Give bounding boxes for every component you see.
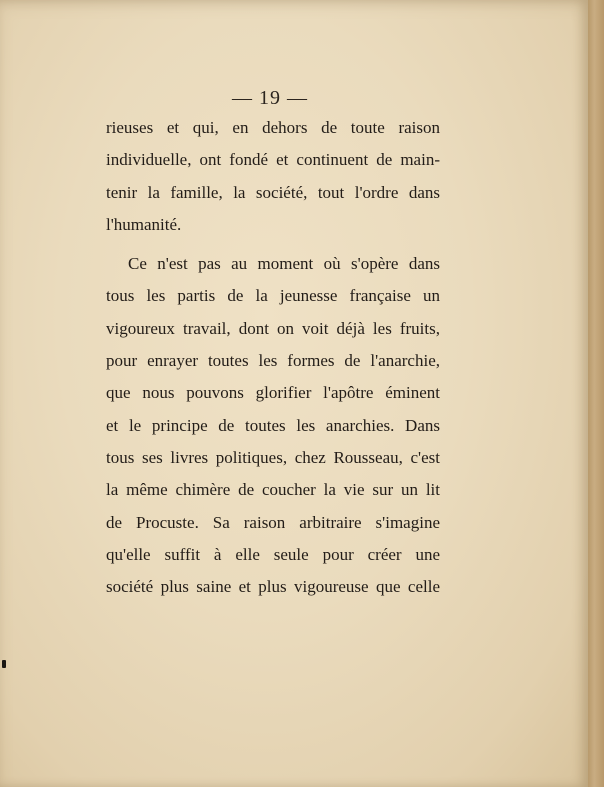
text-line: pour enrayer toutes les formes de l'anarchie, xyxy=(106,351,440,371)
book-edge xyxy=(588,0,604,787)
text-line: de Procuste. Sa raison arbitraire s'imagine xyxy=(106,512,440,532)
body-text xyxy=(106,112,440,603)
page-number: — 19 — xyxy=(232,87,308,109)
text-line: que nous pouvons glorifier l'apôtre éminent xyxy=(106,383,440,403)
text-line: tous ses livres politiques, chez Rousseau, c'est xyxy=(106,447,440,467)
text-line: l'humanité. xyxy=(106,214,182,234)
text-line: la même chimère de coucher la vie sur un lit xyxy=(106,480,440,500)
text-line: tenir la famille, la société, tout l'ordre dans xyxy=(106,182,440,202)
ink-mark xyxy=(2,660,6,668)
text-line: tous les partis de la jeunesse française un xyxy=(106,286,440,306)
text-line: rieuses et qui, en dehors de toute raison xyxy=(106,118,440,137)
paragraph-gap xyxy=(106,241,440,248)
text-line: qu'elle suffit à elle seule pour créer une xyxy=(106,544,440,564)
text-line: et le principe de toutes les anarchies. Dans xyxy=(106,415,440,435)
text-line: société plus saine et plus vigoureuse que celle xyxy=(106,577,440,597)
text-line: vigoureux travail, dont on voit déjà les fruits, xyxy=(106,318,440,338)
text-line: individuelle, ont fondé et continuent de main- xyxy=(106,150,440,170)
text-line: Ce n'est pas au moment où s'opère dans xyxy=(128,254,440,274)
